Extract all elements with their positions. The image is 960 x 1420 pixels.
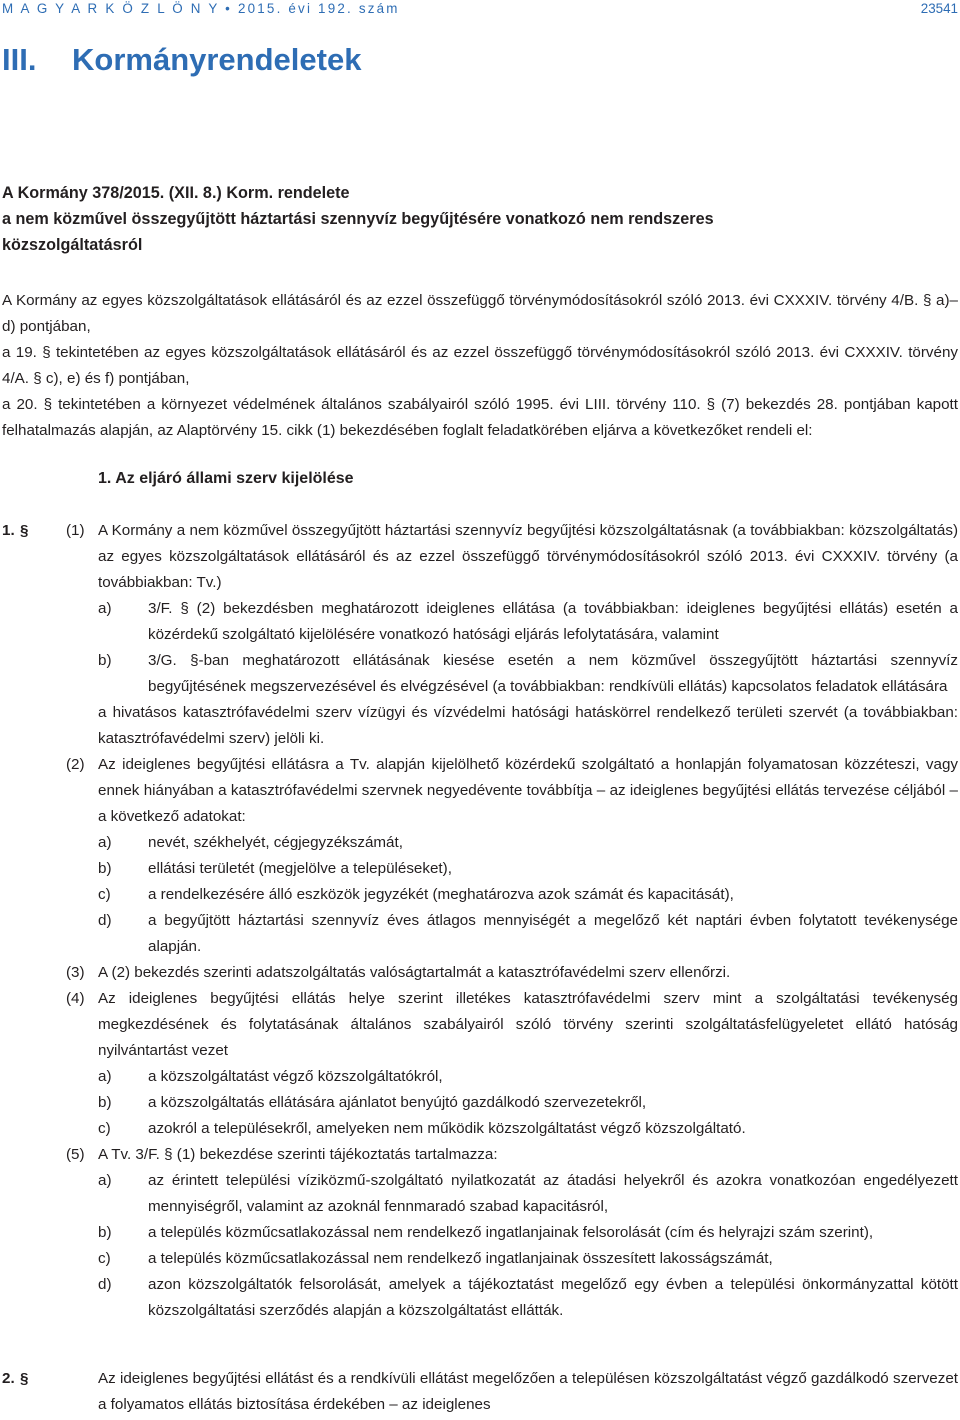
decree-title-line: közszolgáltatásról xyxy=(2,236,143,254)
list-item xyxy=(0,830,958,856)
article-1 xyxy=(0,518,960,1324)
paragraph-4 xyxy=(0,986,958,1064)
decree-title-line: a nem közművel összegyűjtött háztartási szennyvíz begyűjtésére vonatkozó nem rendszeres xyxy=(2,210,714,228)
item-text: a közszolgáltatást végző közszolgáltatókról, xyxy=(148,1068,443,1085)
list-item xyxy=(0,596,958,648)
list-item xyxy=(0,1168,958,1220)
preamble-paragraph: A Kormány az egyes közszolgáltatások ellátásáról és az ezzel összefüggő törvénymódosításokról szóló 2013. évi CXXXIV. törvény 4/B. § a)–d) pontjában, xyxy=(2,292,958,335)
paragraph-1 xyxy=(0,518,958,596)
paragraph-label: (4) xyxy=(66,990,85,1007)
paragraph-label: (5) xyxy=(66,1146,85,1163)
decree-title xyxy=(2,180,952,258)
item-text: a település közműcsatlakozással nem rendelkező ingatlanjainak összesített lakosságszámát, xyxy=(148,1250,773,1267)
item-text: a rendelkezésére álló eszközök jegyzékét (meghatározva azok számát és kapacitását), xyxy=(148,886,734,903)
paragraph-text: A Kormány a nem közművel összegyűjtött háztartási szennyvíz begyűjtési közszolgáltatásnak (a továbbiakban: közszolgáltatás) az egyes közszolgáltatások ellátásáról és az ezzel összefüggő törvénymódosításokról szóló 2013. évi CXXXIV. törvény (a továbbiakban: Tv.) xyxy=(98,522,958,591)
chapter-heading xyxy=(2,38,361,82)
paragraph-1 xyxy=(0,1366,958,1418)
item-label: d) xyxy=(98,912,112,929)
item-label: c) xyxy=(98,886,111,903)
page-number: 23541 xyxy=(920,1,958,16)
item-text: 3/F. § (2) bekezdésben meghatározott ideiglenes ellátása (a továbbiakban: ideiglenes begyűjtési ellátás) esetén a közérdekű szolgáltató kijelölésére vonatkozó hatósági eljárás lefolytatására, valamint xyxy=(148,600,958,643)
section-heading: 1. Az eljáró állami szerv kijelölése xyxy=(98,470,354,487)
list-item xyxy=(0,1090,958,1116)
item-text: nevét, székhelyét, cégjegyzékszámát, xyxy=(148,834,403,851)
list-item xyxy=(0,856,958,882)
article-number: 1. xyxy=(2,522,15,539)
list-item xyxy=(0,1064,958,1090)
section-sign: § xyxy=(20,1370,29,1387)
item-text: 3/G. §-ban meghatározott ellátásának kiesése esetén a nem közművel összegyűjtött háztartási szennyvíz begyűjtésének megszervezésével és elvégzésével (a továbbiakban: rendkívüli ellátás) kapcsolatos feladatok ellátására xyxy=(148,652,958,695)
item-label: b) xyxy=(98,860,112,877)
item-label: a) xyxy=(98,600,112,617)
list-item xyxy=(0,1246,958,1272)
paragraph-label: (3) xyxy=(66,964,85,981)
list-item xyxy=(0,648,958,700)
item-label: d) xyxy=(98,1276,112,1293)
item-text: ellátási területét (megjelölve a településeket), xyxy=(148,860,452,877)
item-text: a település közműcsatlakozással nem rendelkező ingatlanjainak felsorolását (cím és helyrajzi szám szerint), xyxy=(148,1224,874,1241)
paragraph-tail xyxy=(0,700,958,752)
item-label: b) xyxy=(98,1224,112,1241)
item-label: c) xyxy=(98,1120,111,1137)
article-number: 2. xyxy=(2,1370,15,1387)
paragraph-text: Az ideiglenes begyűjtési ellátást és a rendkívüli ellátást megelőzően a településen közszolgáltatást végző gazdálkodó szervezet a folyamatos ellátás biztosítása érdekében – az ideiglenes xyxy=(98,1370,958,1413)
item-label: b) xyxy=(98,1094,112,1111)
preamble-paragraph: a 20. § tekintetében a környezet védelmének általános szabályairól szóló 1995. évi LIII. törvény 110. § (7) bekezdés 28. pontjában kapott felhatalmazás alapján, az Alaptörvény 15. cikk (1) bekezdésében foglalt feladatkörében eljárva a következőket rendeli el: xyxy=(2,396,958,439)
decree-title-line: A Kormány 378/2015. (XII. 8.) Korm. rendelete xyxy=(2,184,350,202)
item-text: a közszolgáltatás ellátására ajánlatot benyújtó gazdálkodó szervezetekről, xyxy=(148,1094,647,1111)
page-header xyxy=(0,0,960,20)
list-item xyxy=(0,1116,958,1142)
paragraph-label: (1) xyxy=(66,522,85,539)
list-item xyxy=(0,1272,958,1324)
article-2 xyxy=(0,1366,960,1418)
paragraph-label: (2) xyxy=(66,756,85,773)
paragraph-text: Az ideiglenes begyűjtési ellátás helye szerint illetékes katasztrófavédelmi szerv mint a szolgáltatási tevékenység megkezdésének és folytatásának általános szabályairól szóló törvény szerinti szolgáltatásfelügyeletet ellátó hatóság nyilvántartást vezet xyxy=(98,990,958,1059)
paragraph-3 xyxy=(0,960,958,986)
paragraph-text: A (2) bekezdés szerinti adatszolgáltatás valóságtartalmát a katasztrófavédelmi szerv ellenőrzi. xyxy=(98,964,731,981)
item-label: a) xyxy=(98,1068,112,1085)
item-label: a) xyxy=(98,1172,112,1189)
list-item xyxy=(0,882,958,908)
preamble xyxy=(2,288,958,444)
item-text: azon közszolgáltatók felsorolását, amelyek a tájékoztatást megelőző egy évben a települési önkormányzattal kötött közszolgáltatási szerződés alapján a közszolgáltatást ellátták. xyxy=(148,1276,958,1319)
paragraph-text: A Tv. 3/F. § (1) bekezdése szerinti tájékoztatás tartalmazza: xyxy=(98,1146,498,1163)
item-label: c) xyxy=(98,1250,111,1267)
item-text: az érintett települési víziközmű-szolgáltató nyilatkozatát az átadási helyekről és azokra vonatkozóan engedélyezett mennyiségről, valamint az azoknál fennmaradó szabad kapacitásról, xyxy=(148,1172,958,1215)
paragraph-tail-text: a hivatásos katasztrófavédelmi szerv vízügyi és vízvédelmi hatósági hatáskörrel rendelkező területi szervét (a továbbiakban: katasztrófavédelmi szerv) jelöli ki. xyxy=(98,704,958,747)
journal-name: M A G Y A R K Ö Z L Ö N Y • 2015. évi 192. szám xyxy=(2,1,400,16)
item-text: azokról a településekről, amelyeken nem működik közszolgáltatást végző közszolgáltató. xyxy=(148,1120,746,1137)
chapter-title: Kormányrendeletek xyxy=(72,42,362,77)
preamble-paragraph: a 19. § tekintetében az egyes közszolgáltatások ellátásáról és az ezzel összefüggő törvénymódosításokról szóló 2013. évi CXXXIV. törvény 4/A. § c), e) és f) pontjában, xyxy=(2,344,958,387)
section-sign: § xyxy=(20,522,29,539)
chapter-number: III. xyxy=(2,42,37,77)
item-text: a begyűjtött háztartási szennyvíz éves átlagos mennyiségét a megelőző két naptári évben folytatott tevékenysége alapján. xyxy=(148,912,958,955)
paragraph-5 xyxy=(0,1142,958,1168)
paragraph-2 xyxy=(0,752,958,830)
item-label: b) xyxy=(98,652,112,669)
paragraph-text: Az ideiglenes begyűjtési ellátásra a Tv. alapján kijelölhető közérdekű szolgáltató a honlapján folyamatosan közzéteszi, vagy ennek hiányában a katasztrófavédelmi szervnek negyedévente továbbítja – az ideiglenes begyűjtési ellátás tervezése céljából – a következő adatokat: xyxy=(98,756,958,825)
list-item xyxy=(0,1220,958,1246)
list-item xyxy=(0,908,958,960)
item-label: a) xyxy=(98,834,112,851)
